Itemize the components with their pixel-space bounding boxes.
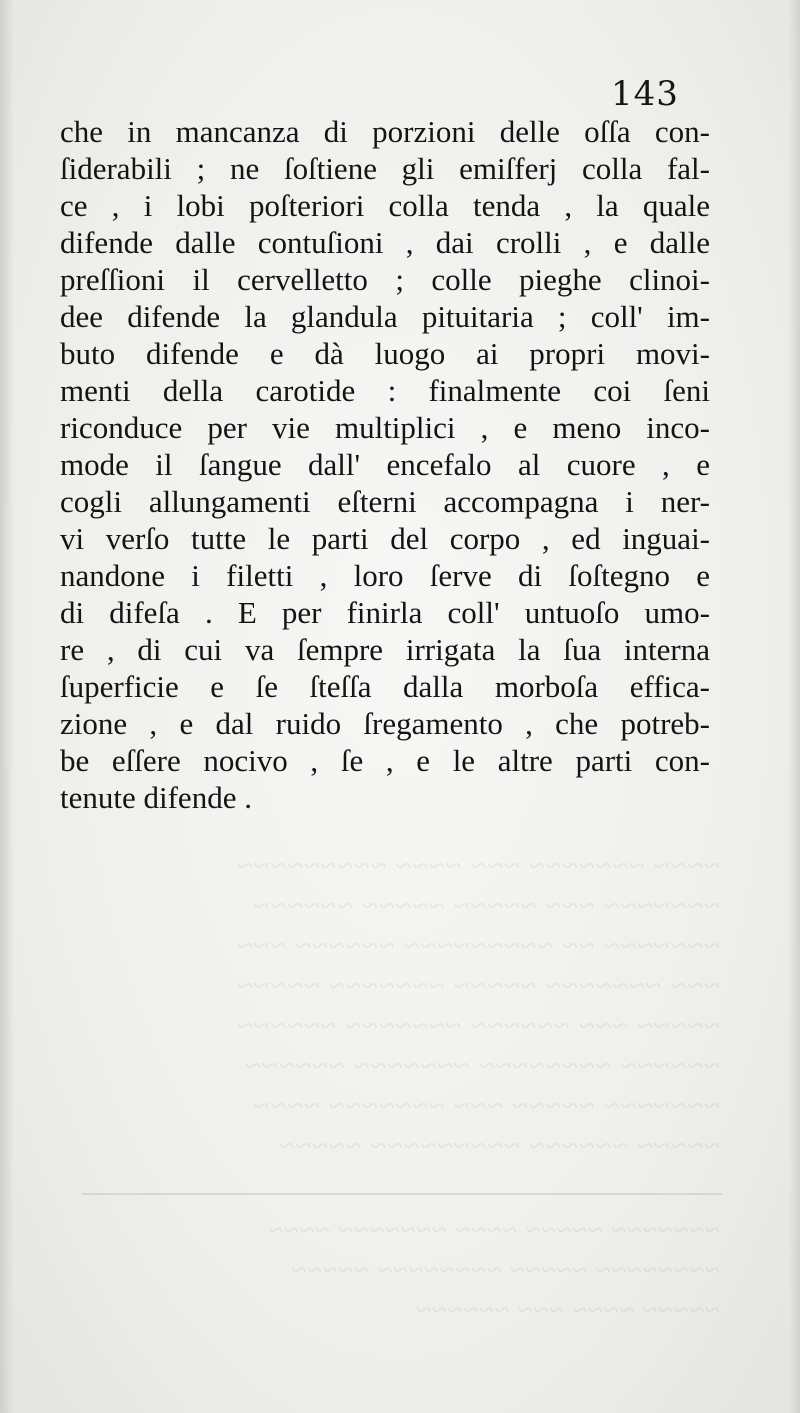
- show-through-texture: ~~~~~ ~~~~ ~~~ ~~~~~~: [415, 1295, 720, 1325]
- text-line: che in mancanza di porzioni delle oſſa con-: [60, 114, 710, 149]
- text-line: riconduce per vie multiplici , e meno inco-: [60, 410, 710, 445]
- text-line: tenute difende .: [60, 780, 252, 815]
- text-line: re , di cui va ſempre irrigata la ſua interna: [60, 632, 710, 667]
- page-edge-shadow-left: [0, 0, 14, 1413]
- text-line: ce , i lobi poſteriori colla tenda , la quale: [60, 188, 710, 223]
- text-line: preſſioni il cervelletto ; colle pieghe clinoi-: [60, 262, 710, 297]
- body-text: [60, 113, 710, 816]
- show-through-texture: ~~~~~~~ ~~~~~ ~~~ ~~~~~~~ ~~~~: [253, 1090, 720, 1122]
- text-line: zione , e dal ruido ſregamento , che potreb-: [60, 706, 710, 741]
- show-through-texture: ~~~~~~~ ~~~ ~~~~~ ~~~~~ ~~~~~~: [253, 890, 720, 922]
- show-through-texture: ~~~~ ~~~~~~~ ~~~ ~~~~ ~~~~~~~~~: [236, 850, 720, 882]
- show-through-texture: ~~~~~ ~~~~~~ ~~~~~~~~~ ~~~~~: [278, 1130, 720, 1162]
- text-line: ſuperficie e ſe ſteſſa dalla morboſa effica-: [60, 669, 710, 704]
- show-through-texture: ~~~~~~ ~~~~~~~~ ~~~~~~~ ~~~~~~: [244, 1050, 720, 1082]
- text-line: be eſſere nocivo , ſe , e le altre parti con-: [60, 743, 710, 778]
- text-line: difende dalle contuſioni , dai crolli , e dalle: [60, 225, 710, 260]
- show-through-texture: ~~~~~~~~ ~~~~~ ~~~~~~~~ ~~~~~: [290, 1255, 720, 1285]
- show-through-rule: [82, 1193, 722, 1195]
- text-line: menti della carotide : finalmente coi ſeni: [60, 373, 710, 408]
- text-line: cogli allungamenti eſterni accompagna i ner-: [60, 484, 710, 519]
- show-through-texture: ~~~ ~~~~~~~ ~~~~~ ~~~~~~~ ~~~~~: [236, 970, 720, 1002]
- text-line: dee difende la glandula pituitaria ; coll' im-: [60, 299, 710, 334]
- text-line: vi verſo tutte le parti del corpo , ed inguai-: [60, 521, 710, 556]
- show-through-texture: ~~~~~~~ ~~ ~~~~~~~~~ ~~~~~~ ~~~: [236, 930, 720, 962]
- text-line: di difeſa . E per finirla coll' untuoſo umo-: [60, 595, 710, 630]
- text-line: mode il ſangue dall' encefalo al cuore , e: [60, 447, 710, 482]
- text-line: buto difende e dà luogo ai propri movi-: [60, 336, 710, 371]
- page-number: 143: [611, 74, 679, 114]
- show-through-texture: ~~~~~~~ ~~~~~ ~~~~ ~~~~~~~ ~~~~: [267, 1215, 720, 1245]
- show-through-texture: ~~~~~ ~~~ ~~~~~~ ~~~~~~~ ~~~~~~: [236, 1010, 720, 1042]
- page-edge-shadow-right: [788, 0, 800, 1413]
- text-line: nandone i filetti , loro ſerve di ſoſtegno e: [60, 558, 710, 593]
- text-line: ſiderabili ; ne ſoſtiene gli emiſferj colla fal-: [60, 151, 710, 186]
